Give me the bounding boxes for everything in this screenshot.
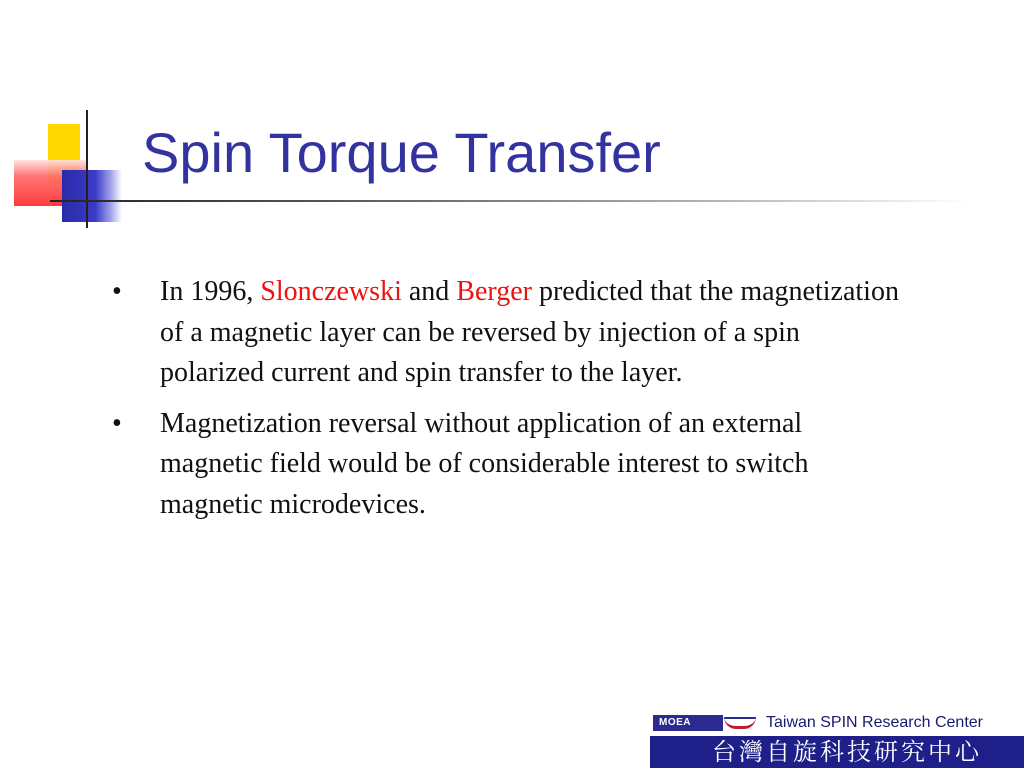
bullet-dot: • xyxy=(112,407,122,439)
title-underline xyxy=(50,200,970,202)
org-name-chinese: 台灣自旋科技研究中心 xyxy=(712,738,982,766)
bullet-list xyxy=(112,272,902,535)
bullet-text: and xyxy=(401,276,457,307)
footer-logo xyxy=(650,712,1024,768)
bullet-item xyxy=(112,404,902,526)
bullet-item xyxy=(112,272,902,394)
org-name-english: Taiwan SPIN Research Center xyxy=(766,714,983,731)
decorative-blue-square xyxy=(62,170,122,222)
decorative-vertical-line xyxy=(86,110,88,228)
bullet-text: Magnetization reversal without application of an external magnetic field would be of considerable interest to switch magnetic microdevices. xyxy=(160,407,809,520)
bullet-text: In 1996, xyxy=(160,276,261,307)
highlighted-name-berger: Berger xyxy=(456,276,532,307)
bullet-dot: • xyxy=(112,276,122,307)
moea-logo: MOEA xyxy=(653,715,723,731)
bullet-text: predicted that the magnetization of a magnetic layer can be reversed by injection of a spin polarized current and spin transfer to the layer. xyxy=(160,276,899,388)
highlighted-name-slonczewski: Slonczewski xyxy=(260,276,402,307)
slide-title: Spin Torque Transfer xyxy=(142,121,661,184)
